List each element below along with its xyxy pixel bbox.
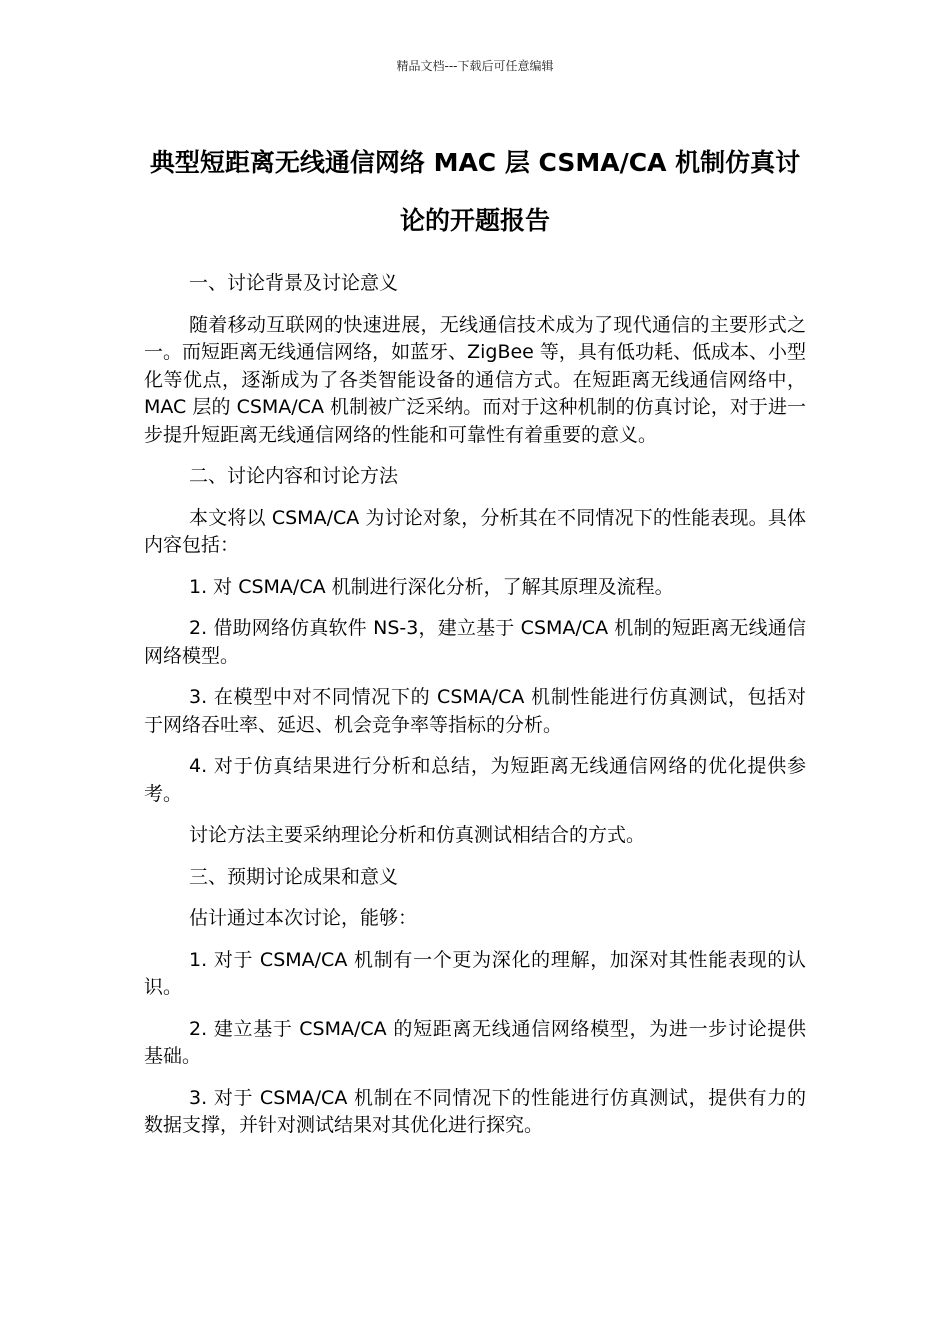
paragraph-methods: 讨论方法主要采纳理论分析和仿真测试相结合的方式。 [189, 824, 646, 846]
list-item-expected-1: 1. 对于 CSMA/CA 机制有一个更为深化的理解，加深对其性能表现的认识。 [144, 948, 806, 998]
paragraph-expected-intro: 估计通过本次讨论，能够： [189, 907, 418, 929]
list-item-content-3: 3. 在模型中对不同情况下的 CSMA/CA 机制性能进行仿真测试，包括对于网络吞吐率、延迟、机会竞争率等指标的分析。 [144, 686, 806, 736]
list-item-expected-2: 2. 建立基于 CSMA/CA 的短距离无线通信网络模型，为进一步讨论提供基础。 [144, 1017, 806, 1067]
paragraph-background: 随着移动互联网的快速进展，无线通信技术成为了现代通信的主要形式之一。而短距离无线通信网络，如蓝牙、ZigBee 等，具有低功耗、低成本、小型化等优点，逐渐成为了各类智能设备的通信方式。在短距离无线通信网络中，MAC 层的 CSMA/CA 机制被广泛采纳。而对于这种机制的仿真讨论，对于进一步提升短距离无线通信网络的性能和可靠性有着重要的意义。 [144, 313, 806, 446]
section-heading-content-methods: 二、讨论内容和讨论方法 [189, 465, 399, 487]
list-item-content-1: 1. 对 CSMA/CA 机制进行深化分析，了解其原理及流程。 [189, 575, 674, 598]
section-heading-expected-results: 三、预期讨论成果和意义 [189, 865, 399, 888]
list-item-content-4: 4. 对于仿真结果进行分析和总结，为短距离无线通信网络的优化提供参考。 [144, 755, 806, 805]
list-item-expected-3: 3. 对于 CSMA/CA 机制在不同情况下的性能进行仿真测试，提供有力的数据支撑，并针对测试结果对其优化进行探究。 [144, 1086, 806, 1136]
document-body [144, 270, 806, 1154]
section-heading-background: 一、讨论背景及讨论意义 [189, 272, 399, 294]
document-title: 典型短距离无线通信网络 MAC 层 CSMA/CA 机制仿真讨论的开题报告 [149, 148, 801, 235]
list-item-content-2: 2. 借助网络仿真软件 NS-3，建立基于 CSMA/CA 机制的短距离无线通信网络模型。 [144, 617, 806, 667]
page-header: 精品文档---下载后可任意编辑 [396, 59, 554, 73]
paragraph-content-intro: 本文将以 CSMA/CA 为讨论对象，分析其在不同情况下的性能表现。具体内容包括： [144, 506, 806, 556]
